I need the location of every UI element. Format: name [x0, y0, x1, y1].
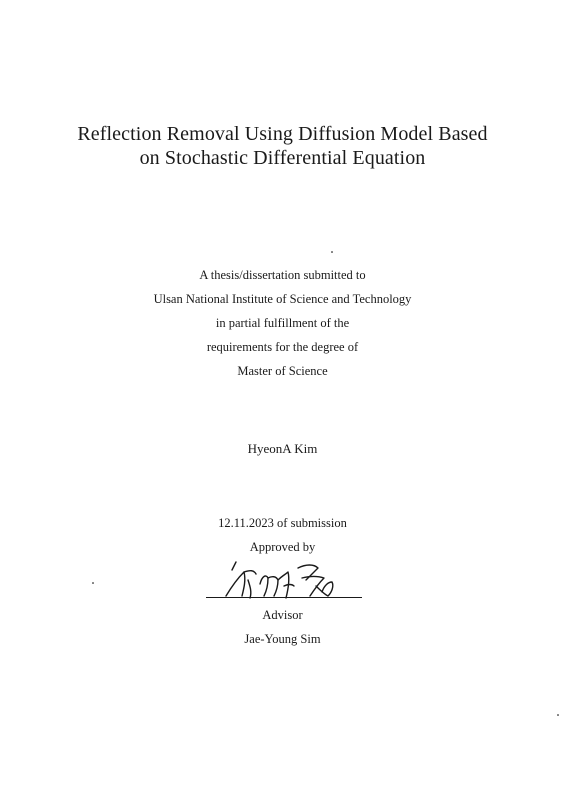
scan-speck	[92, 582, 94, 584]
scan-speck	[557, 714, 559, 716]
statement-line-3: in partial fulfillment of the	[215, 316, 350, 330]
statement-line-2: Ulsan National Institute of Science and Technology	[153, 292, 412, 306]
advisor-name: Jae-Young Sim	[244, 632, 321, 646]
statement-line-5: Master of Science	[237, 364, 328, 378]
thesis-title	[0, 122, 565, 170]
statement-line-1: A thesis/dissertation submitted to	[199, 268, 366, 282]
submission-date: 12.11.2023 of submission	[218, 516, 347, 530]
author-name: HyeonA Kim	[247, 441, 318, 456]
approved-by-label: Approved by	[249, 540, 316, 554]
statement-line-4: requirements for the degree of	[206, 340, 359, 354]
submission-statement	[0, 263, 565, 383]
scan-speck	[331, 251, 333, 253]
signature-line	[206, 597, 362, 598]
thesis-title-line-1: Reflection Removal Using Diffusion Model Based	[77, 123, 488, 145]
thesis-title-line-2: on Stochastic Differential Equation	[139, 147, 426, 169]
advisor-label: Advisor	[262, 608, 303, 622]
